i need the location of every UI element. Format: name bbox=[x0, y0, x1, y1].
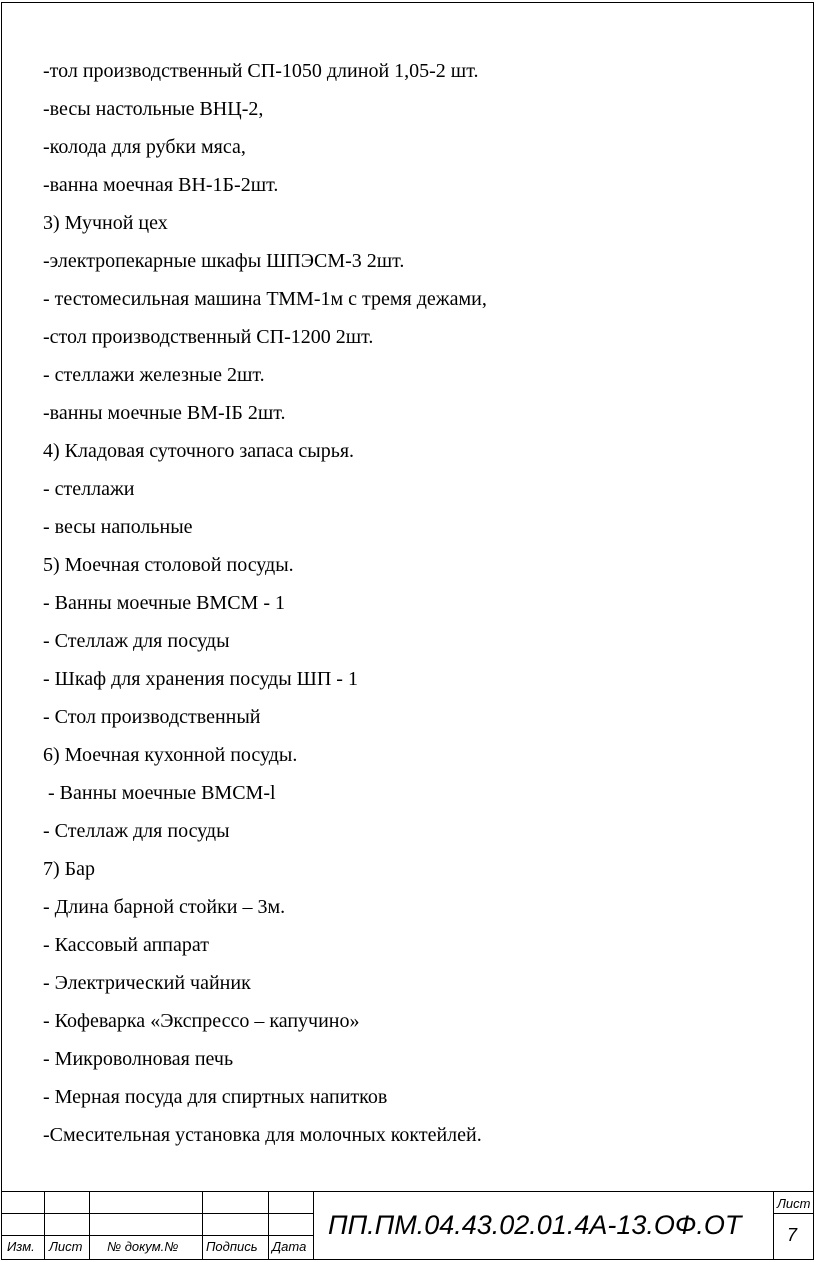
section-heading: 5) Моечная столовой посуды. bbox=[43, 554, 294, 576]
text-line: - Микроволновая печь bbox=[43, 1048, 234, 1070]
dokum-label: № докум.№ bbox=[107, 1239, 179, 1254]
text-line: -ванна моечная ВН-1Б-2шт. bbox=[43, 174, 279, 196]
text-line: - Кассовый аппарат bbox=[43, 934, 209, 956]
text-line: - Ванны моечные ВМСМ-l bbox=[43, 782, 276, 804]
sheet-number: 7 bbox=[787, 1225, 798, 1245]
text-line: - Длина барной стойки – 3м. bbox=[43, 896, 286, 918]
text-line: -стол производственный СП-1200 2шт. bbox=[43, 326, 374, 348]
text-line: - Электрический чайник bbox=[43, 972, 251, 994]
section-heading: 4) Кладовая суточного запаса сырья. bbox=[43, 440, 355, 462]
podpis-label: Подпись bbox=[206, 1239, 258, 1254]
text-line: -тол производственный СП-1050 длиной 1,05-2 шт. bbox=[43, 60, 479, 82]
text-line: -весы настольные ВНЦ-2, bbox=[43, 98, 264, 120]
text-line: -ванны моечные ВМ-IБ 2шт. bbox=[43, 402, 286, 424]
text-line: - Шкаф для хранения посуды ШП - 1 bbox=[43, 668, 358, 690]
section-heading: 7) Бар bbox=[43, 858, 96, 880]
text-line: - Стеллаж для посуды bbox=[43, 820, 230, 842]
izm-label: Изм. bbox=[7, 1239, 35, 1254]
data-label: Дата bbox=[272, 1239, 307, 1254]
text-line: -колода для рубки мяса, bbox=[43, 136, 246, 158]
text-line: - стеллажи bbox=[43, 478, 135, 500]
text-line: -электропекарные шкафы ШПЭСМ-3 2шт. bbox=[43, 250, 405, 272]
title-block bbox=[2, 1191, 814, 1259]
text-line: - тестомесильная машина ТММ-1м с тремя дежами, bbox=[43, 288, 487, 310]
section-heading: 3) Мучной цех bbox=[43, 212, 168, 234]
text-line: - весы напольные bbox=[43, 516, 193, 538]
section-heading: 6) Моечная кухонной посуды. bbox=[43, 744, 298, 766]
document-code: ПП.ПМ.04.43.02.01.4А-13.ОФ.ОТ bbox=[328, 1210, 742, 1240]
text-line: - стеллажи железные 2шт. bbox=[43, 364, 265, 386]
text-line: - Кофеварка «Экспрессо – капучино» bbox=[43, 1010, 360, 1032]
sheet-label: Лист bbox=[777, 1196, 811, 1211]
text-line: - Стол производственный bbox=[43, 706, 261, 728]
text-line: - Стеллаж для посуды bbox=[43, 630, 230, 652]
text-line: -Смесительная установка для молочных коктейлей. bbox=[43, 1124, 482, 1146]
text-line: - Ванны моечные ВМСМ - 1 bbox=[43, 592, 285, 614]
text-line: - Мерная посуда для спиртных напитков bbox=[43, 1086, 388, 1108]
list-label: Лист bbox=[49, 1239, 83, 1254]
